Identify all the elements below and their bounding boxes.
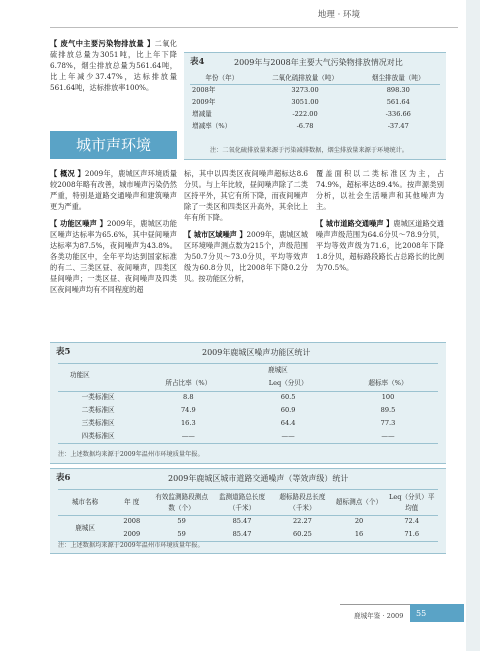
table-cell: 561.64	[386, 98, 410, 106]
column-header: 年 度	[124, 498, 140, 507]
table-row	[190, 97, 440, 109]
table5	[58, 377, 438, 444]
table-cell: 16	[354, 529, 364, 538]
table-cell: 2008年	[192, 86, 216, 95]
paragraph-exhaust	[50, 38, 177, 93]
paragraph-text: 二氧化硫排放总量为3051吨，比上年下降6.78%，烟尘排放总量为561.64吨，比上年减少37.47%，达标排放量561.64吨，达标排放率100%。	[50, 39, 177, 92]
table-cell: 增减量	[192, 110, 212, 118]
table-cell: 2009	[123, 529, 141, 538]
table5-label: 表5	[56, 347, 71, 357]
table-cell: 59	[177, 529, 186, 538]
table-cell: 60.5	[280, 393, 296, 402]
table-cell: 二类标准区	[81, 406, 115, 414]
table-cell: 8.8	[183, 393, 194, 402]
column-header: 超标路段总长度（千米）	[279, 492, 326, 512]
table-cell: -6.78	[296, 122, 314, 130]
column-header: 烟尘排放量（吨）	[371, 74, 425, 82]
table6-label: 表6	[56, 473, 71, 483]
table-row	[58, 430, 438, 443]
table-cell: 增减率（%）	[192, 122, 232, 130]
table-cell: 3051.00	[291, 98, 319, 106]
paragraph-tag: 【 废气中主要污染物排放量 】	[50, 39, 155, 48]
table-cell: 72.4	[404, 517, 420, 526]
table-cell: 64.4	[280, 419, 296, 427]
table-cell: 20	[354, 517, 364, 526]
table6-note: 注：上述数据均来源于2009年温州市环境质量年报。	[58, 542, 204, 549]
paragraph-text: 2009年，鹿城区城区环境噪声测点数为215个，声级范围为50.7分贝～73.0分贝，平均等效声级为60.8分贝，比2008年下降0.2分贝。按功能区分析，	[184, 230, 308, 283]
table-cell: 60.9	[280, 406, 296, 414]
table-row	[190, 121, 440, 133]
table-cell-city: 鹿城区	[75, 523, 95, 532]
table-header-row	[58, 377, 438, 391]
paragraph-tag: 【 城市区域噪声 】	[184, 230, 247, 239]
paragraph-area-noise	[184, 229, 308, 284]
paragraph-continued: 覆盖面积以二类标准区为主，占74.9%，超标率达89.4%。按声源类别分析，以社会生活噪声和其他噪声为主。	[316, 169, 444, 211]
table-cell: ——	[381, 431, 395, 440]
table-cell: 16.3	[180, 419, 196, 427]
column-header: 所占比率（%）	[165, 379, 212, 388]
paragraph-tag: 【 功能区噪声 】	[50, 219, 108, 228]
table-header-row	[58, 491, 438, 515]
table-cell: 85.47	[232, 529, 252, 538]
table-cell: 59	[177, 517, 186, 526]
table4-box	[184, 52, 446, 160]
table-cell: 85.47	[232, 517, 252, 526]
table6-box	[50, 468, 446, 554]
table5-note: 注：上述数据均来源于2009年温州市环境质量年报。	[58, 451, 204, 458]
table4-label: 表4	[190, 57, 205, 67]
column-header: 有效监测路段测点数（个）	[155, 492, 208, 512]
section-title: 城市声环境	[50, 131, 177, 159]
paragraph-text: 2009年，鹿城区功能区噪声达标率为65.6%，其中昼间噪声达标率为87.5%，夜间噪声为43.8%。各类功能区中，全年平均达到国家标准的有二、三类区昼、夜间噪声，四类区昼间噪声；一类区昼、夜间噪声及四类区夜间噪声均有不同程度的超	[50, 219, 177, 294]
table-row	[190, 109, 440, 121]
footer-title: 鹿城年鉴 · 2009	[354, 612, 404, 620]
column-header: 功能区	[70, 371, 90, 379]
paragraph-function-zone	[50, 218, 177, 295]
table4	[190, 73, 440, 133]
table4-title: 2009年与2008年主要大气污染物排放情况对比	[234, 58, 403, 67]
paragraph-road-noise	[316, 218, 444, 273]
table-cell: 2008	[123, 517, 141, 526]
table-cell: ——	[181, 431, 195, 440]
table-cell: -336.66	[385, 110, 411, 118]
page-edge-strip	[466, 0, 480, 651]
left-column-bottom	[50, 168, 177, 301]
column-header: 超标测点（个）	[335, 498, 383, 507]
table-header-row	[190, 73, 440, 85]
table-row	[58, 391, 438, 404]
table5-title: 2009年鹿城区噪声功能区统计	[202, 348, 311, 357]
middle-column	[184, 168, 308, 290]
table-cell: ——	[281, 431, 295, 440]
column-header: Leq（分贝）	[268, 379, 308, 388]
table-cell: 22.27	[292, 517, 312, 526]
table-cell: 2009年	[192, 98, 216, 106]
column-header: Leq（分贝）平均值	[388, 492, 435, 512]
table6	[58, 491, 438, 542]
page-number: 55	[410, 604, 464, 622]
table-row	[58, 515, 438, 528]
table-cell: -222.00	[292, 110, 318, 118]
table-cell: 四类标准区	[81, 431, 115, 440]
running-header: 地理 · 环境	[317, 10, 360, 20]
table-cell: 一类标准区	[81, 393, 115, 402]
column-header: 城市名称	[71, 498, 99, 507]
paragraph-tag: 【 概况 】	[50, 169, 85, 178]
table-cell: 3273.00	[291, 86, 319, 95]
table-cell-empty	[58, 377, 138, 391]
paragraph-continued: 标，其中以四类区夜间噪声超标达8.6分贝。与上年比较，昼间噪声除了二类区持平外，其它有所下降，而夜间噪声除了一类区和四类区升高外，其余比上年有所下降。	[184, 169, 308, 222]
table-row	[58, 404, 438, 417]
table-cell: 77.3	[380, 419, 396, 427]
group-header: 鹿城区	[268, 366, 288, 374]
table-cell: 100	[381, 393, 395, 402]
paragraph-text: 鹿城区道路交通噪声声级范围为64.6分贝～78.9分贝，平均等效声级为71.6，比2008年下降1.8分贝，超标路段路长占总路长的比例为70.5%。	[316, 219, 444, 272]
table6-title: 2009年鹿城区城市道路交通噪声（等效声级）统计	[168, 474, 349, 483]
table-cell: 89.5	[380, 406, 396, 414]
column-header: 监测道路总长度（千米）	[218, 492, 266, 512]
table-row	[58, 417, 438, 430]
table5-box	[50, 342, 446, 464]
paragraph-text: 2009年，鹿城区声环境质量较2008年略有改善，城市噪声污染仍然严重，特别是道路交通噪声和建筑噪声更为严重。	[50, 169, 177, 211]
right-column	[316, 168, 444, 279]
table-cell: 74.9	[180, 406, 196, 414]
table5-rule	[58, 363, 438, 364]
table-row	[190, 85, 440, 97]
paragraph-overview	[50, 168, 177, 212]
table-cell: 71.6	[404, 529, 420, 538]
table4-note: 注：二氧化硫排放量来源于污染减排数据，烟尘排放量来源于环境统计。	[210, 147, 408, 154]
column-header: 二氧化硫排放量（吨）	[272, 74, 338, 82]
column-header: 超标率（%）	[368, 379, 408, 388]
table-cell: -37.47	[387, 122, 409, 130]
table-cell: 60.25	[292, 529, 312, 538]
header-rule	[50, 27, 458, 28]
table-cell: 898.30	[386, 86, 410, 95]
table-cell: 三类标准区	[81, 419, 115, 427]
table6-rule	[58, 489, 438, 490]
column-header: 年份（年）	[205, 74, 239, 82]
paragraph-tag: 【 城市道路交通噪声 】	[316, 219, 394, 228]
left-column-top	[50, 38, 177, 99]
